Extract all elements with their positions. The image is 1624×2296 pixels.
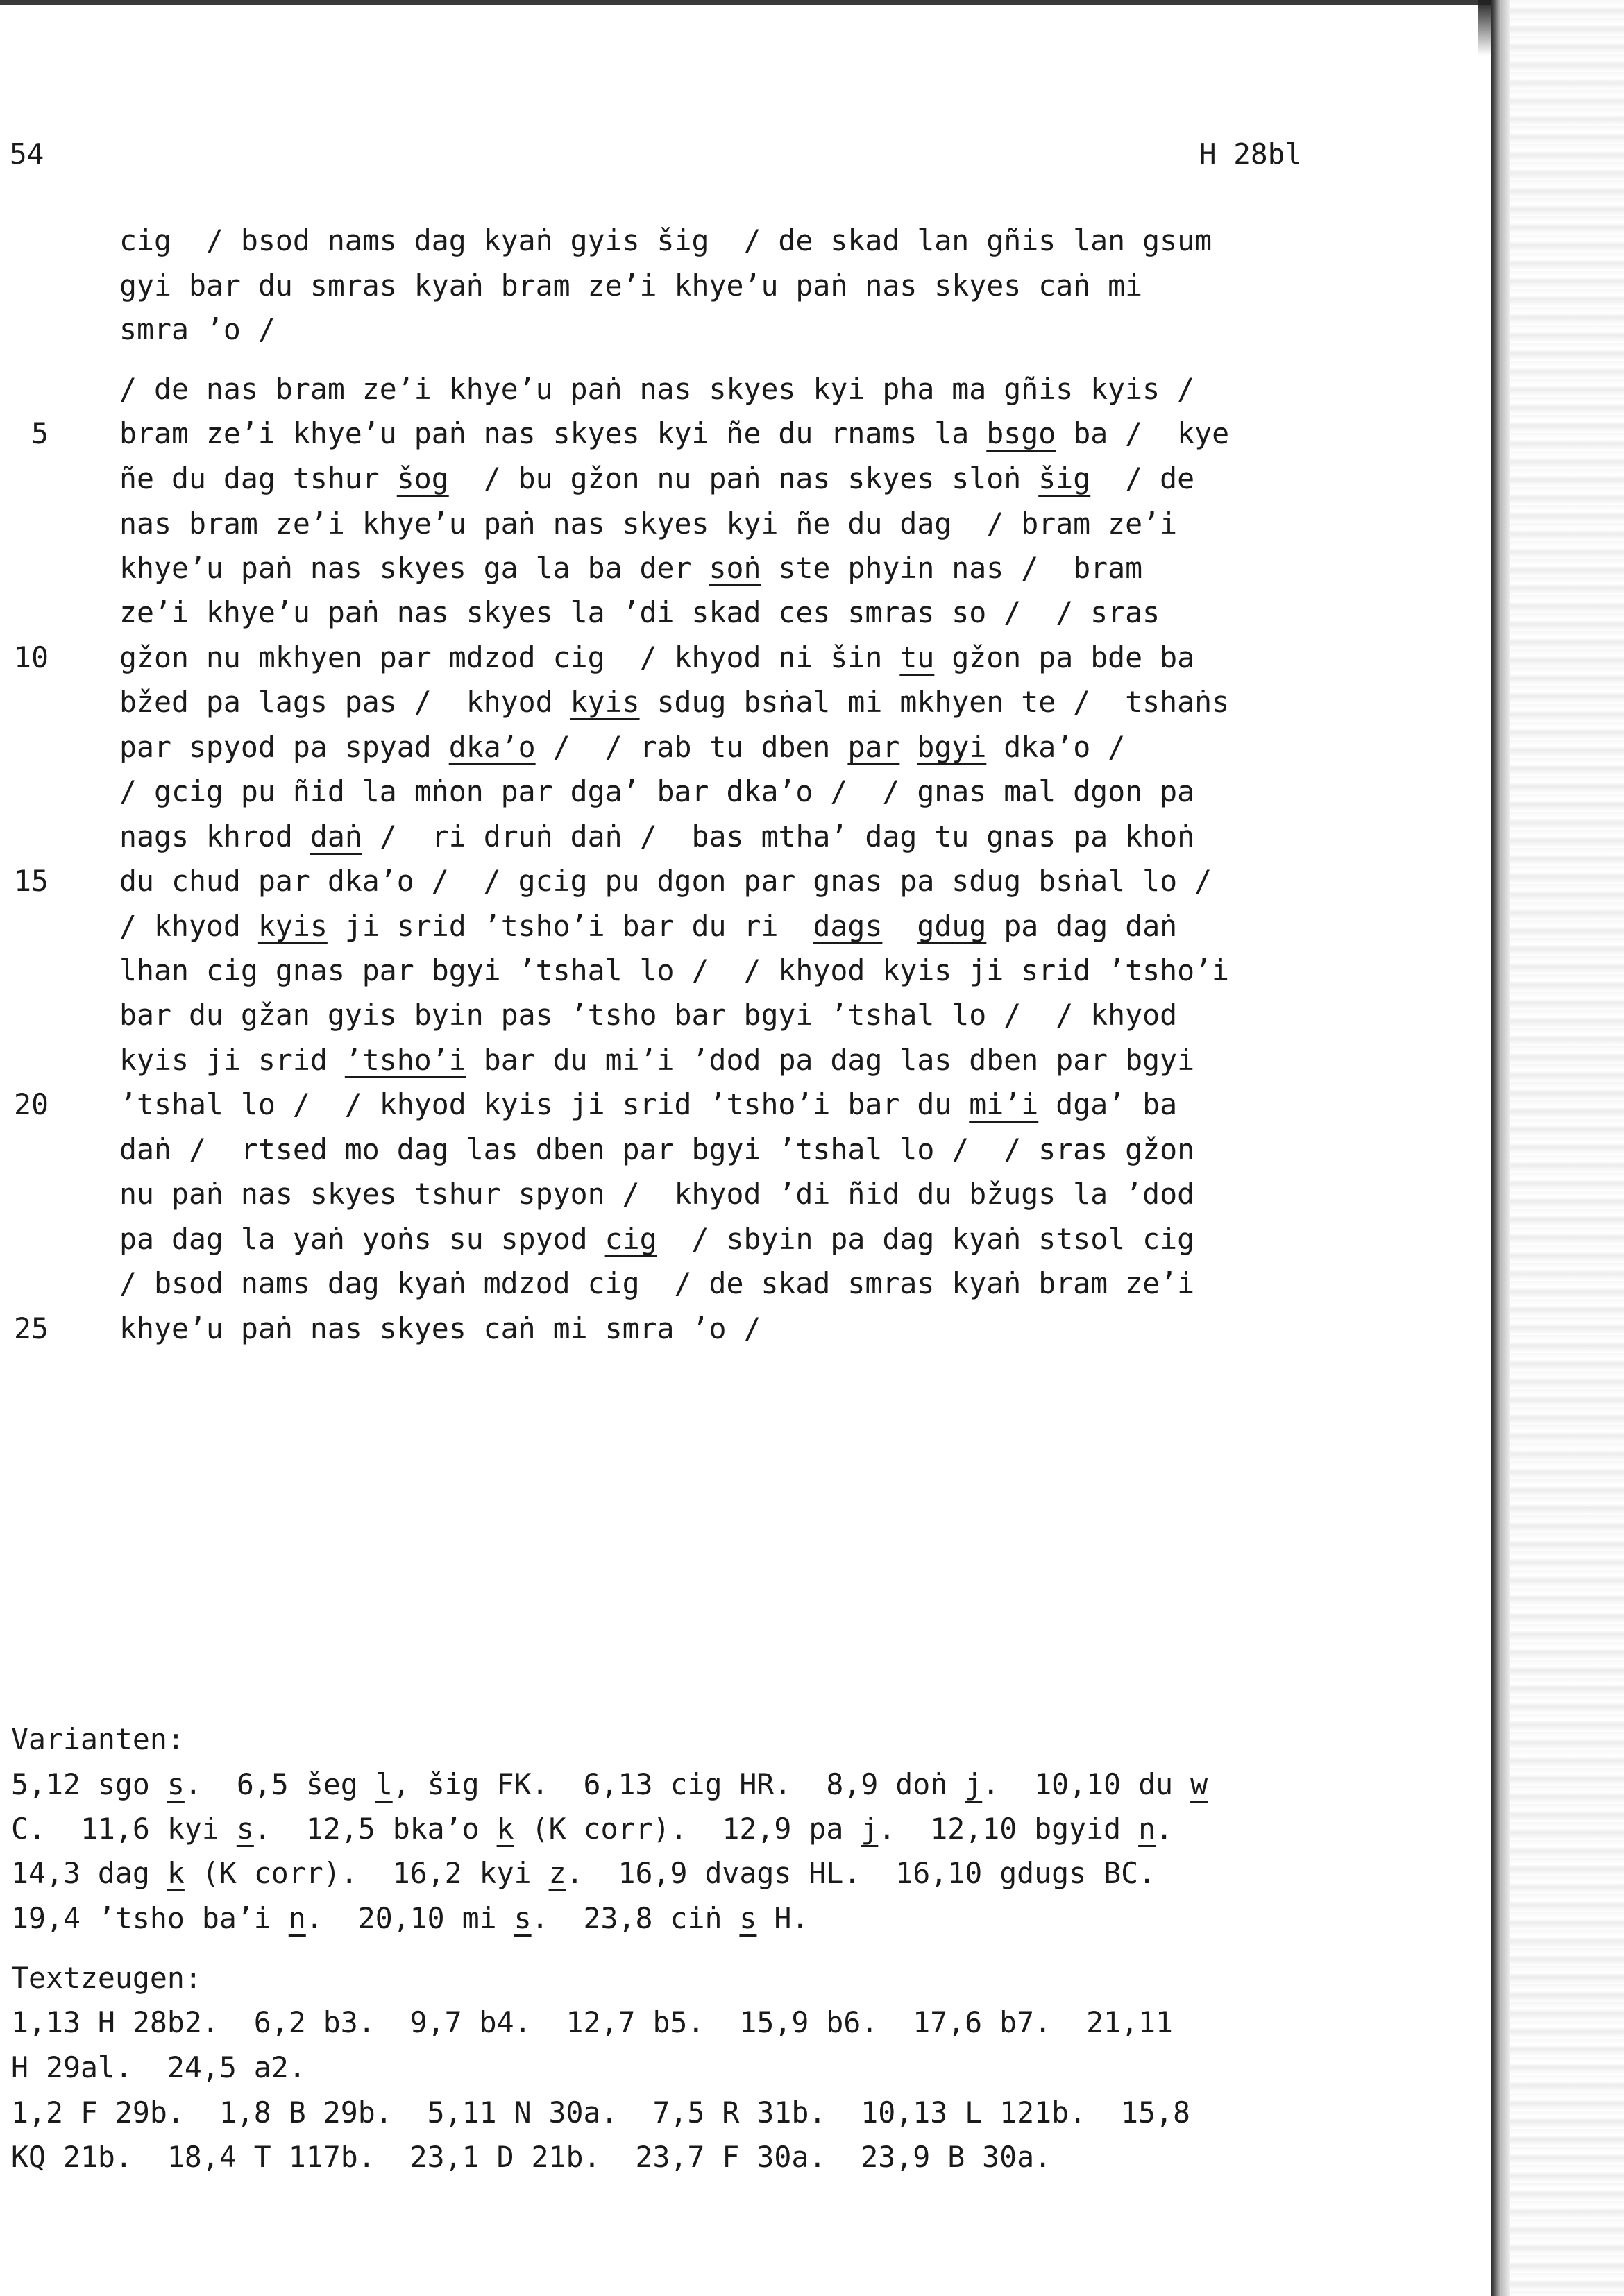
- witness-line: [11, 2005, 1173, 2039]
- underlined-word: bgyi: [917, 730, 987, 764]
- text-run: daṅ / rtsed mo dag las dben par bgyi ’tshal lo / / sras gžon: [119, 1132, 1195, 1166]
- text-run: 14,3 dag: [11, 1856, 167, 1890]
- page-number: 54: [10, 137, 44, 171]
- text-run: gyi bar du smras kyaṅ bram ze’i khye’u paṅ nas skyes caṅ mi: [119, 269, 1143, 303]
- text-run: . 6,5 šeg: [184, 1767, 375, 1801]
- underlined-word: ’tsho’i: [344, 1043, 466, 1077]
- text-run: par spyod pa spyad: [119, 730, 449, 764]
- text-run: . 16,9 dvags HL. 16,10 gdugs BC.: [566, 1856, 1156, 1890]
- underlined-word: mi’i: [969, 1087, 1039, 1121]
- text-line: [119, 312, 276, 346]
- text-run: H.: [756, 1901, 809, 1935]
- text-run: gžon pa bde ba: [934, 640, 1195, 674]
- text-run: nags khrod: [119, 819, 310, 853]
- line-number: 15: [14, 864, 49, 898]
- text-run: (K corr). 12,9 pa: [514, 1812, 861, 1846]
- text-run: pa dag daṅ: [986, 909, 1178, 943]
- text-line: [119, 774, 1194, 808]
- text-run: [899, 730, 917, 764]
- underlined-word: daṅ: [310, 819, 362, 853]
- text-run: / gcig pu ñid la mṅon par dga’ bar dka’o / / gnas mal dgon pa: [119, 774, 1195, 808]
- text-run: 5,12 sgo: [11, 1767, 167, 1801]
- text-run: / bu gžon nu paṅ nas skyes sloṅ: [448, 461, 1039, 495]
- text-run: / sbyin pa dag kyaṅ stsol cig: [657, 1222, 1195, 1256]
- variant-line: [11, 1856, 1156, 1890]
- line-number: 20: [14, 1087, 49, 1121]
- text-run: Textzeugen:: [11, 1961, 202, 1995]
- underlined-word: šig: [1038, 461, 1091, 495]
- underlined-word: s: [514, 1901, 532, 1935]
- text-line: [119, 1132, 1194, 1166]
- text-run: H 29al. 24,5 a2.: [11, 2050, 306, 2084]
- text-run: ba / kye: [1056, 416, 1230, 450]
- underlined-word: dags: [813, 909, 883, 943]
- text-run: gžon nu mkhyen par mdzod cig / khyod ni šin: [119, 640, 900, 674]
- text-run: khye’u paṅ nas skyes ga la ba der: [119, 551, 709, 585]
- witnesses-heading: [11, 1961, 202, 1995]
- text-run: 1,2 F 29b. 1,8 B 29b. 5,11 N 30a. 7,5 R 31b. 10,13 L 121b. 15,8: [11, 2095, 1190, 2129]
- text-run: 19,4 ’tsho ba’i: [11, 1901, 289, 1935]
- text-line: [119, 685, 1229, 719]
- text-line: [119, 909, 1177, 943]
- text-run: ste phyin nas / bram: [761, 551, 1143, 585]
- underlined-word: j: [861, 1812, 879, 1846]
- text-run: . 23,8 ciṅ: [531, 1901, 740, 1935]
- text-run: ’tshal lo / / khyod kyis ji srid ’tsho’i bar du: [119, 1087, 970, 1121]
- text-run: / de nas bram ze’i khye’u paṅ nas skyes kyi pha ma gñis kyis /: [119, 372, 1195, 406]
- text-run: / de: [1090, 461, 1195, 495]
- underlined-word: dka’o: [448, 730, 536, 764]
- witness-line: [11, 2140, 1051, 2174]
- text-line: [119, 864, 1212, 898]
- text-line: [119, 223, 1212, 257]
- text-run: ze’i khye’u paṅ nas skyes la ’di skad ces smras so / / sras: [119, 595, 1160, 629]
- text-run: du chud par dka’o / / gcig pu dgon par gnas pa sdug bsṅal lo /: [119, 864, 1212, 898]
- underlined-word: kyis: [570, 685, 640, 719]
- text-run: bar du mi’i ’dod pa dag las dben par bgyi: [466, 1043, 1195, 1077]
- text-run: nu paṅ nas skyes tshur spyon / khyod ’di ñid du bžugs la ’dod: [119, 1177, 1195, 1211]
- text-line: [119, 269, 1142, 303]
- text-run: / bsod nams dag kyaṅ mdzod cig / de skad smras kyaṅ bram ze’i: [119, 1266, 1195, 1300]
- underlined-word: s: [739, 1901, 757, 1935]
- text-line: [119, 1311, 761, 1345]
- text-line: [119, 819, 1194, 853]
- text-run: (K corr). 16,2 kyi: [184, 1856, 549, 1890]
- text-run: . 12,10 bgyid: [878, 1812, 1139, 1846]
- text-line: [119, 595, 1160, 629]
- text-run: nas bram ze’i khye’u paṅ nas skyes kyi ñe du dag / bram ze’i: [119, 507, 1178, 541]
- underlined-word: l: [375, 1767, 393, 1801]
- variants-heading: [11, 1722, 185, 1756]
- text-line: [119, 1266, 1194, 1300]
- text-run: [882, 909, 917, 943]
- underlined-word: kyis: [257, 909, 328, 943]
- line-number: 25: [14, 1311, 49, 1345]
- text-run: . 20,10 mi: [305, 1901, 514, 1935]
- underlined-word: cig: [604, 1222, 657, 1256]
- text-line: [119, 507, 1177, 541]
- underlined-word: gdug: [917, 909, 987, 943]
- text-line: [119, 461, 1194, 495]
- scan-binding-shadow: [1491, 0, 1510, 2296]
- underlined-word: n: [1138, 1812, 1156, 1846]
- text-line: [119, 730, 1125, 764]
- underlined-word: z: [548, 1856, 566, 1890]
- text-run: . 12,5 bka’o: [253, 1812, 497, 1846]
- text-run: sdug bsṅal mi mkhyen te / tshaṅs: [639, 685, 1230, 719]
- underlined-word: par: [847, 730, 900, 764]
- text-line: [119, 1222, 1194, 1256]
- text-run: lhan cig gnas par bgyi ’tshal lo / / khyod kyis ji srid ’tsho’i: [119, 953, 1230, 987]
- text-run: bžed pa lags pas / khyod: [119, 685, 570, 719]
- text-run: . 10,10 du: [982, 1767, 1191, 1801]
- line-number: 5: [31, 416, 49, 450]
- text-line: [119, 1087, 1177, 1121]
- underlined-word: s: [236, 1812, 254, 1846]
- underlined-word: k: [167, 1856, 185, 1890]
- text-run: / / rab tu dben: [535, 730, 848, 764]
- text-run: khye’u paṅ nas skyes caṅ mi smra ’o /: [119, 1311, 761, 1345]
- variant-line: [11, 1901, 809, 1935]
- text-run: KQ 21b. 18,4 T 117b. 23,1 D 21b. 23,7 F 30a. 23,9 B 30a.: [11, 2140, 1052, 2174]
- text-run: / ri druṅ daṅ / bas mtha’ dag tu gnas pa khoṅ: [362, 819, 1195, 853]
- text-run: bram ze’i khye’u paṅ nas skyes kyi ñe du rnams la: [119, 416, 987, 450]
- variant-line: [11, 1767, 1208, 1801]
- folio-reference: H 28bl: [1199, 137, 1302, 171]
- text-line: [119, 998, 1177, 1032]
- text-run: / khyod: [119, 909, 258, 943]
- text-run: 1,13 H 28b2. 6,2 b3. 9,7 b4. 12,7 b5. 15,9 b6. 17,6 b7. 21,11: [11, 2005, 1174, 2039]
- text-line: [119, 1043, 1194, 1077]
- text-run: pa dag la yaṅ yoṅs su spyod: [119, 1222, 605, 1256]
- underlined-word: bsgo: [986, 416, 1056, 450]
- text-run: ñe du dag tshur: [119, 461, 397, 495]
- text-run: kyis ji srid: [119, 1043, 345, 1077]
- witness-line: [11, 2095, 1190, 2129]
- witness-line: [11, 2050, 306, 2084]
- line-number: 10: [14, 640, 49, 674]
- text-line: [119, 640, 1194, 674]
- text-run: .: [1156, 1812, 1174, 1846]
- text-run: Varianten:: [11, 1722, 185, 1756]
- text-run: C. 11,6 kyi: [11, 1812, 237, 1846]
- text-run: dka’o /: [986, 730, 1126, 764]
- scan-top-edge: [0, 0, 1492, 5]
- text-line: [119, 1177, 1194, 1211]
- underlined-word: soṅ: [709, 551, 761, 585]
- text-line: [119, 551, 1142, 585]
- text-run: cig / bsod nams dag kyaṅ gyis šig / de skad lan gñis lan gsum: [119, 223, 1212, 257]
- underlined-word: n: [288, 1901, 306, 1935]
- scan-margin-texture: [1510, 0, 1624, 2296]
- underlined-word: k: [496, 1812, 514, 1846]
- text-run: dga’ ba: [1038, 1087, 1178, 1121]
- underlined-word: w: [1190, 1767, 1208, 1801]
- text-line: [119, 953, 1229, 987]
- underlined-word: šog: [396, 461, 449, 495]
- text-line: [119, 416, 1229, 450]
- text-run: , šig FK. 6,13 cig HR. 8,9 doṅ: [392, 1767, 965, 1801]
- underlined-word: j: [965, 1767, 983, 1801]
- underlined-word: tu: [899, 640, 935, 674]
- underlined-word: s: [167, 1767, 185, 1801]
- text-line: [119, 372, 1194, 406]
- text-run: ji srid ’tsho’i bar du ri: [327, 909, 813, 943]
- variant-line: [11, 1812, 1173, 1846]
- text-run: smra ’o /: [119, 312, 276, 346]
- text-run: bar du gžan gyis byin pas ’tsho bar bgyi ’tshal lo / / khyod: [119, 998, 1178, 1032]
